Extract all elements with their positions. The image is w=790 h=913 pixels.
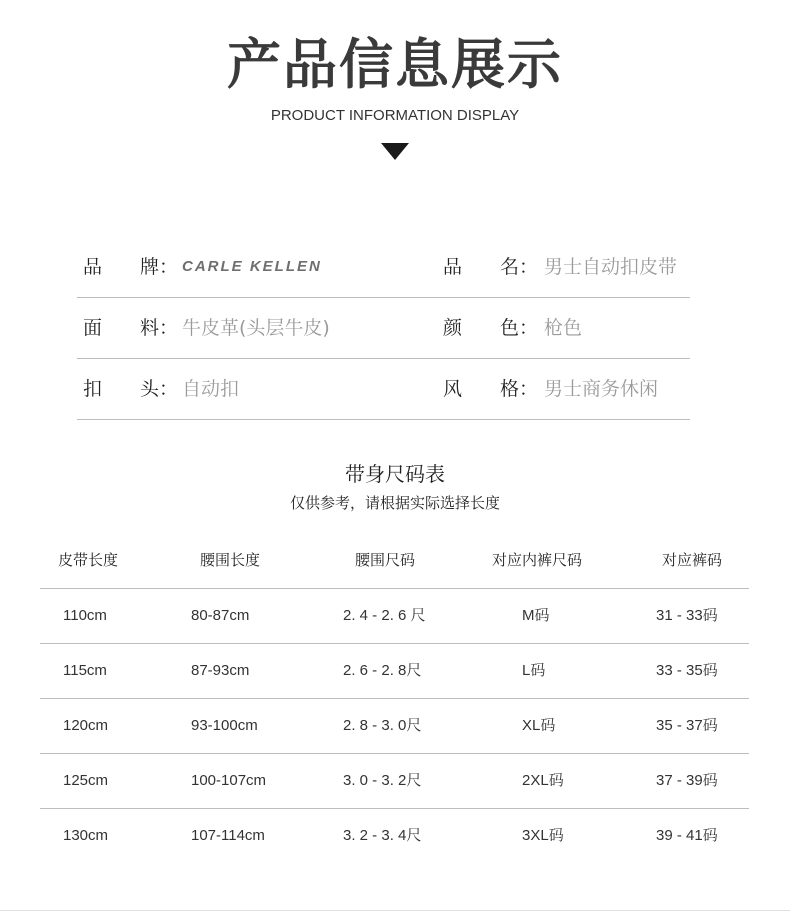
size-chart-table xyxy=(40,533,749,863)
table-cell: 2XL码 xyxy=(522,772,564,789)
column-header: 对应内裤尺码 xyxy=(492,552,583,569)
column-header: 腰围长度 xyxy=(200,552,261,569)
table-cell: 80-87cm xyxy=(191,607,250,624)
table-cell: 115cm xyxy=(63,662,107,679)
info-value-color: 枪色 xyxy=(544,317,583,339)
table-row xyxy=(40,644,749,699)
size-chart-note: 仅供参考，请根据实际选择长度 xyxy=(289,494,500,512)
table-cell: 125cm xyxy=(63,772,109,789)
table-cell: 93-100cm xyxy=(191,717,258,734)
info-row xyxy=(77,359,690,420)
table-cell: 39 - 41码 xyxy=(656,827,718,844)
brand-logo: CARLE KELLEN xyxy=(182,258,322,275)
info-label-buckle: 扣 头： xyxy=(83,378,179,400)
table-cell: 3XL码 xyxy=(522,827,564,844)
table-cell: 130cm xyxy=(63,827,109,844)
table-cell: 33 - 35码 xyxy=(656,662,718,679)
table-cell: 87-93cm xyxy=(191,662,250,679)
size-chart-title: 带身尺码表 xyxy=(345,462,445,486)
table-cell: L码 xyxy=(522,662,546,679)
column-header: 腰围尺码 xyxy=(355,552,416,569)
column-header: 皮带长度 xyxy=(58,552,119,569)
table-cell: XL码 xyxy=(522,717,556,734)
info-value-material: 牛皮革(头层牛皮) xyxy=(182,317,330,339)
info-label-style: 风 格： xyxy=(443,378,539,400)
table-cell: 3. 0 - 3. 2尺 xyxy=(343,772,422,789)
info-value-buckle: 自动扣 xyxy=(182,378,240,400)
table-row xyxy=(40,754,749,809)
info-label-brand: 品 牌： xyxy=(83,256,179,278)
table-cell: 120cm xyxy=(63,717,109,734)
product-info-table xyxy=(77,237,690,420)
table-cell: 2. 4 - 2. 6 尺 xyxy=(343,607,426,624)
info-value-style: 男士商务休闲 xyxy=(544,378,659,400)
table-row xyxy=(40,589,749,644)
bottom-divider xyxy=(0,910,790,911)
info-row xyxy=(77,298,690,359)
table-cell: M码 xyxy=(522,607,550,624)
info-row xyxy=(77,237,690,298)
table-cell: 110cm xyxy=(63,607,107,624)
table-cell: 107-114cm xyxy=(191,827,265,844)
table-cell: 35 - 37码 xyxy=(656,717,718,734)
info-label-product-name: 品 名： xyxy=(443,256,539,278)
down-arrow-icon xyxy=(381,143,409,160)
table-cell: 3. 2 - 3. 4尺 xyxy=(343,827,422,844)
info-label-color: 颜 色： xyxy=(443,317,539,339)
table-row xyxy=(40,809,749,863)
table-row xyxy=(40,699,749,754)
size-chart-header-row xyxy=(40,533,749,589)
table-cell: 37 - 39码 xyxy=(656,772,718,789)
info-value-product-name: 男士自动扣皮带 xyxy=(544,256,678,278)
table-cell: 100-107cm xyxy=(191,772,267,789)
info-label-material: 面 料： xyxy=(83,317,179,339)
column-header: 对应裤码 xyxy=(662,552,723,569)
table-cell: 2. 6 - 2. 8尺 xyxy=(343,662,422,679)
page-title: 产品信息展示 xyxy=(227,33,563,96)
page-subtitle: PRODUCT INFORMATION DISPLAY xyxy=(270,107,520,124)
table-cell: 2. 8 - 3. 0尺 xyxy=(343,717,422,734)
table-cell: 31 - 33码 xyxy=(656,607,718,624)
